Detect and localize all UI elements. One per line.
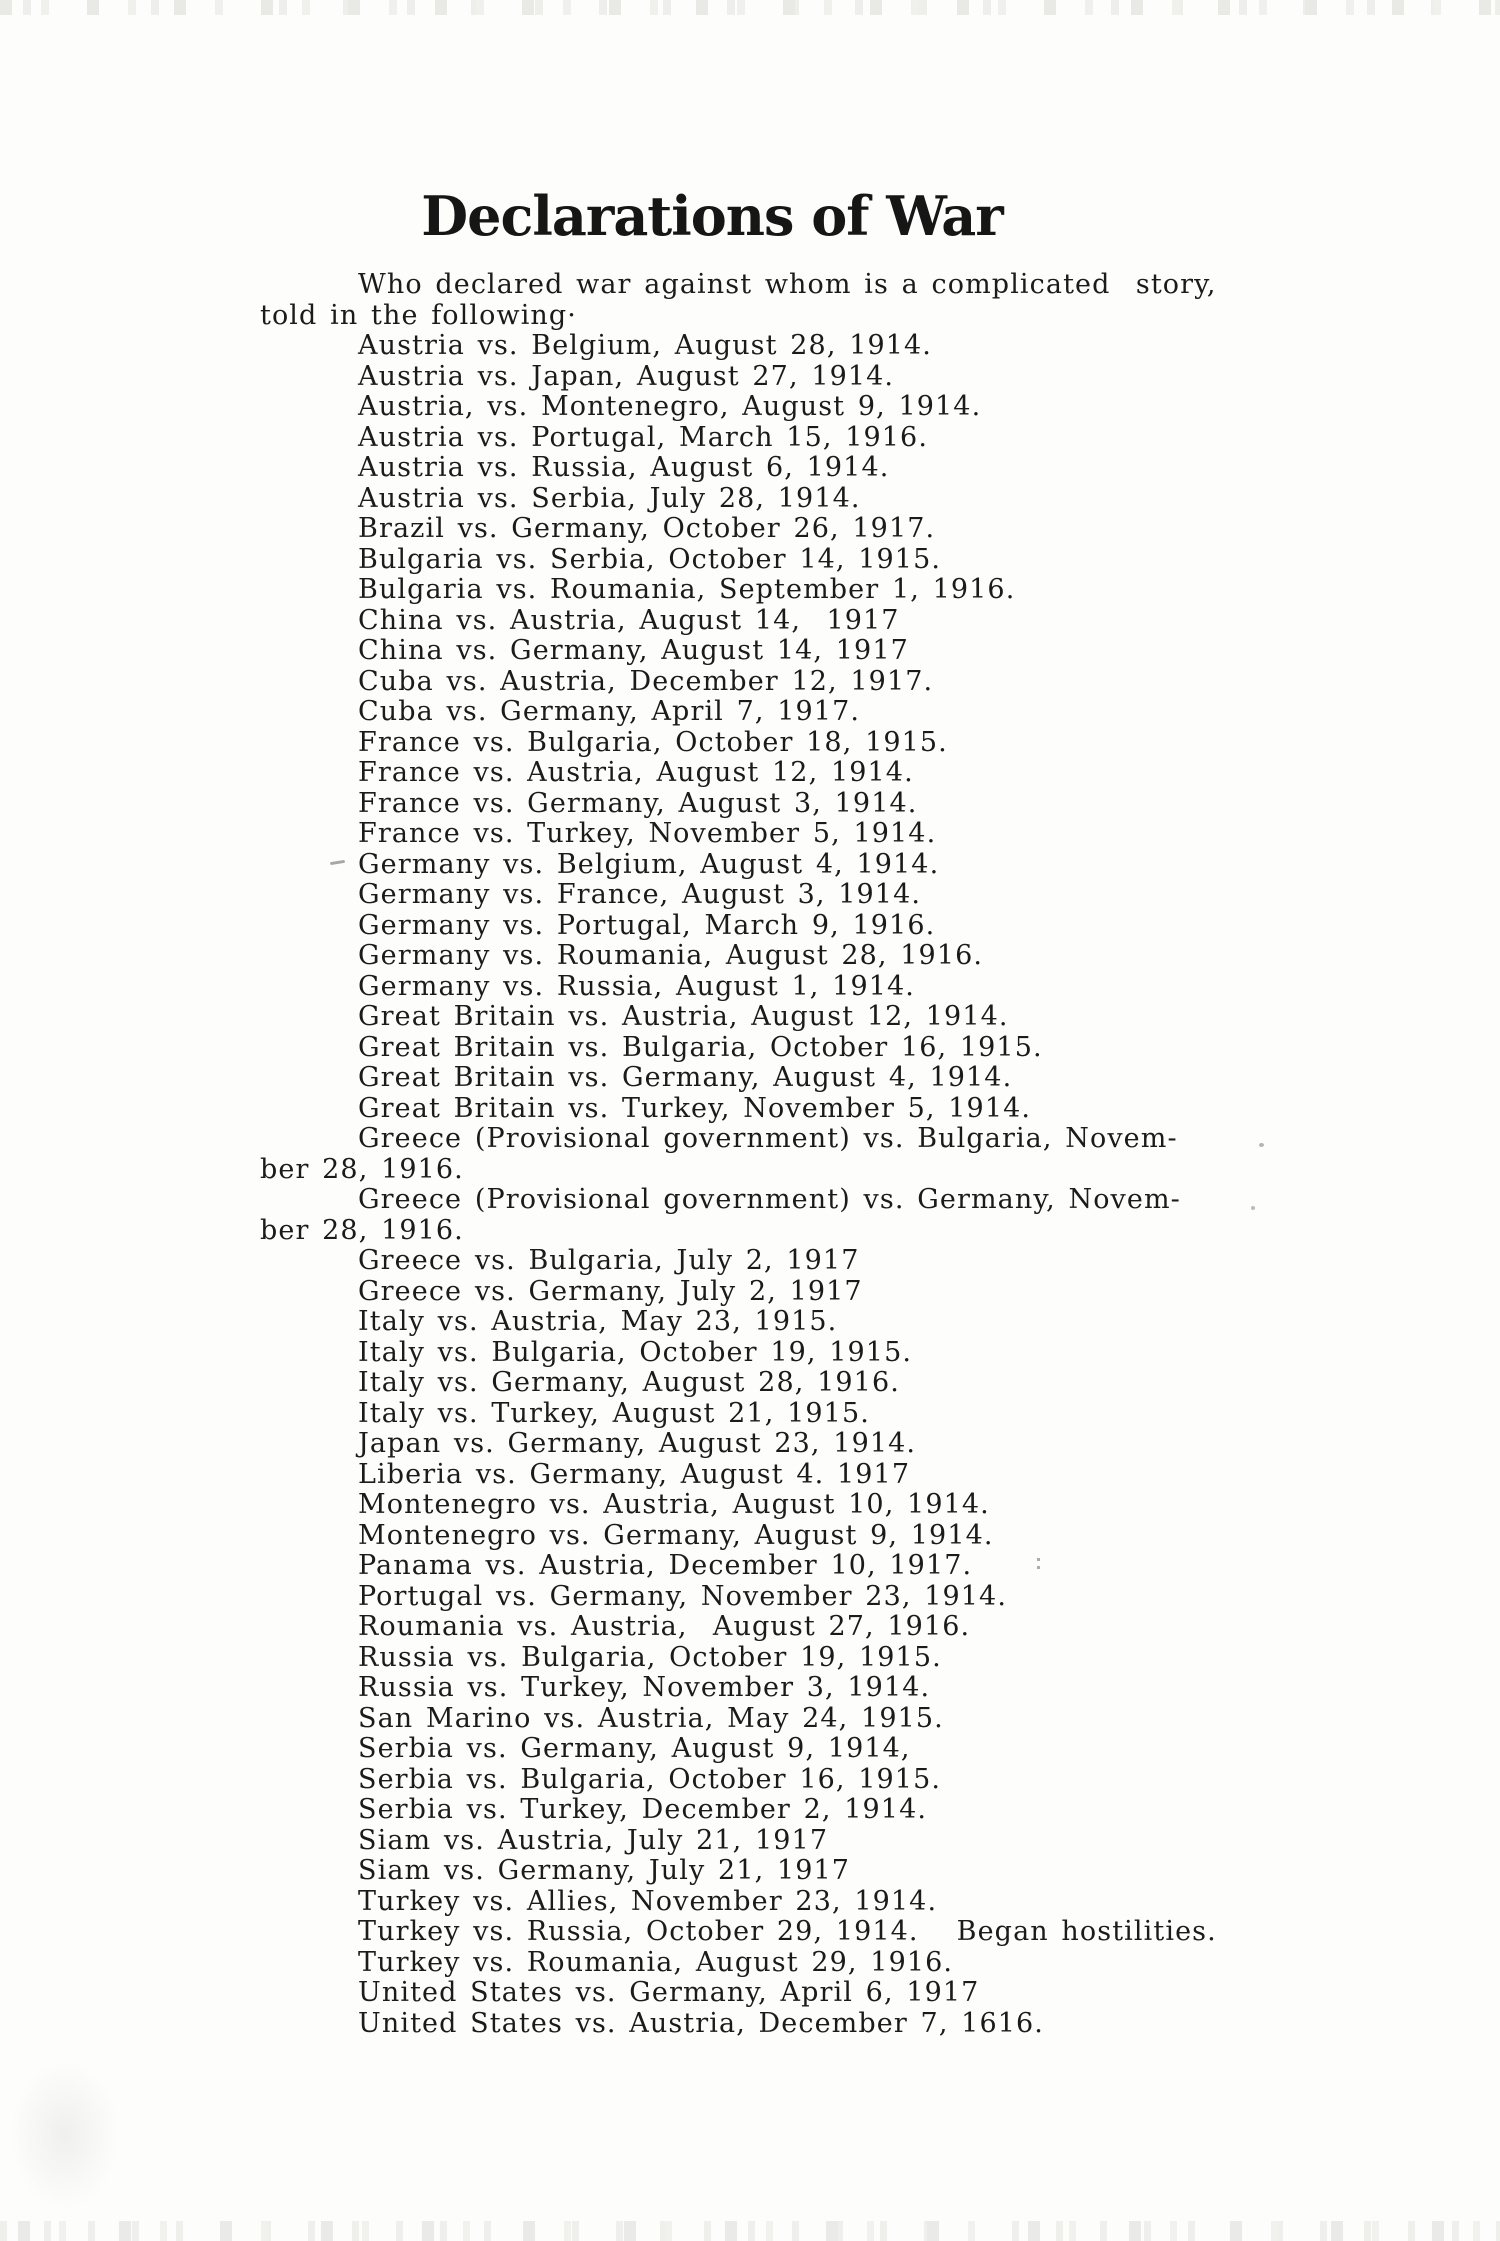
scan-smudge — [10, 2060, 120, 2210]
declaration-line: Liberia vs. Germany, August 4. 1917 — [358, 1458, 911, 1490]
declaration-line: Germany vs. Russia, August 1, 1914. — [358, 970, 915, 1002]
declaration-line: Montenegro vs. Austria, August 10, 1914. — [358, 1489, 990, 1520]
declaration-line: Russia vs. Turkey, November 3, 1914. — [358, 1672, 931, 1703]
intro-line-1: Who declared war against whom is a complicated story, — [358, 269, 1217, 300]
declaration-line: Italy vs. Austria, May 23, 1915. — [358, 1306, 838, 1337]
declaration-line: Great Britain vs. Austria, August 12, 1914. — [358, 1001, 1009, 1032]
declaration-line: ber 28, 1916. — [260, 1153, 464, 1185]
declaration-line: Greece vs. Germany, July 2, 1917 — [358, 1275, 863, 1307]
declaration-line: China vs. Austria, August 14, 1917 — [358, 604, 900, 636]
declaration-line: Serbia vs. Bulgaria, October 16, 1915. — [358, 1763, 942, 1795]
page-title: Declarations of War — [421, 184, 1003, 248]
declaration-line: Serbia vs. Germany, August 9, 1914, — [358, 1733, 911, 1764]
declaration-line: Great Britain vs. Germany, August 4, 1914. — [358, 1062, 1013, 1093]
declaration-line: Bulgaria vs. Serbia, October 14, 1915. — [358, 543, 942, 575]
declaration-line: Serbia vs. Turkey, December 2, 1914. — [358, 1794, 928, 1825]
declaration-line: Russia vs. Bulgaria, October 19, 1915. — [358, 1641, 942, 1673]
declaration-line: Cuba vs. Germany, April 7, 1917. — [358, 696, 861, 727]
declaration-line: Great Britain vs. Turkey, November 5, 1914. — [358, 1092, 1032, 1124]
declaration-line: France vs. Germany, August 3, 1914. — [358, 787, 918, 819]
scan-edge-noise-bottom — [0, 2221, 1500, 2241]
declaration-line: Portugal vs. Germany, November 23, 1914. — [358, 1580, 1008, 1612]
declaration-line: Germany vs. France, August 3, 1914. — [358, 879, 922, 910]
declaration-line: Italy vs. Turkey, August 21, 1915. — [358, 1397, 870, 1429]
declaration-line: Greece (Provisional government) vs. Bulgaria, Novem- — [358, 1123, 1178, 1154]
declaration-line: France vs. Austria, August 12, 1914. — [358, 757, 914, 788]
declaration-line: Roumania vs. Austria, August 27, 1916. — [358, 1611, 971, 1642]
declaration-line: San Marino vs. Austria, May 24, 1915. — [358, 1702, 944, 1734]
declaration-line: Turkey vs. Russia, October 29, 1914. Began hostilities. — [358, 1916, 1217, 1947]
declaration-line: Austria vs. Russia, August 6, 1914. — [358, 452, 890, 483]
declaration-line: Austria vs. Serbia, July 28, 1914. — [358, 482, 861, 514]
declaration-line: Austria vs. Portugal, March 15, 1916. — [358, 421, 929, 453]
declaration-line: Montenegro vs. Germany, August 9, 1914. — [358, 1519, 994, 1551]
scan-edge-noise-top — [0, 0, 1500, 15]
declaration-line: Germany vs. Portugal, March 9, 1916. — [358, 909, 936, 941]
declaration-line: Austria vs. Belgium, August 28, 1914. — [358, 330, 932, 361]
declaration-line: Greece vs. Bulgaria, July 2, 1917 — [358, 1245, 860, 1276]
declaration-line: United States vs. Austria, December 7, 1616. — [358, 2007, 1044, 2039]
declaration-line: Italy vs. Germany, August 28, 1916. — [358, 1367, 900, 1398]
declaration-line: Turkey vs. Roumania, August 29, 1916. — [358, 1946, 954, 1978]
declaration-line: France vs. Bulgaria, October 18, 1915. — [358, 726, 948, 758]
declaration-line: Panama vs. Austria, December 10, 1917. — [358, 1550, 973, 1581]
declaration-line: France vs. Turkey, November 5, 1914. — [358, 818, 937, 849]
declaration-line: Bulgaria vs. Roumania, September 1, 1916. — [358, 574, 1016, 605]
declaration-line: United States vs. Germany, April 6, 1917 — [358, 1977, 980, 2008]
declaration-line: Brazil vs. Germany, October 26, 1917. — [358, 513, 936, 544]
declaration-line: Siam vs. Germany, July 21, 1917 — [358, 1855, 851, 1886]
declaration-line: Turkey vs. Allies, November 23, 1914. — [358, 1885, 938, 1917]
declaration-line: Japan vs. Germany, August 23, 1914. — [358, 1428, 917, 1459]
declaration-line: Great Britain vs. Bulgaria, October 16, 1915. — [358, 1031, 1043, 1063]
document-body — [260, 270, 1350, 2039]
declarations-list — [260, 331, 1350, 2039]
declaration-line: Germany vs. Roumania, August 28, 1916. — [358, 940, 984, 971]
declaration-line: China vs. Germany, August 14, 1917 — [358, 635, 909, 666]
declaration-line: Cuba vs. Austria, December 12, 1917. — [358, 665, 934, 697]
declaration-line: Siam vs. Austria, July 21, 1917 — [358, 1824, 829, 1856]
declaration-line: Germany vs. Belgium, August 4, 1914. — [358, 848, 940, 880]
declaration-line: Austria, vs. Montenegro, August 9, 1914. — [358, 391, 982, 422]
declaration-line: Italy vs. Bulgaria, October 19, 1915. — [358, 1336, 913, 1368]
declaration-line: Greece (Provisional government) vs. Germany, Novem- — [358, 1184, 1181, 1215]
declaration-line: Austria vs. Japan, August 27, 1914. — [358, 360, 895, 392]
intro-line-2: told in the following· — [260, 299, 577, 331]
declaration-line: ber 28, 1916. — [260, 1214, 464, 1246]
